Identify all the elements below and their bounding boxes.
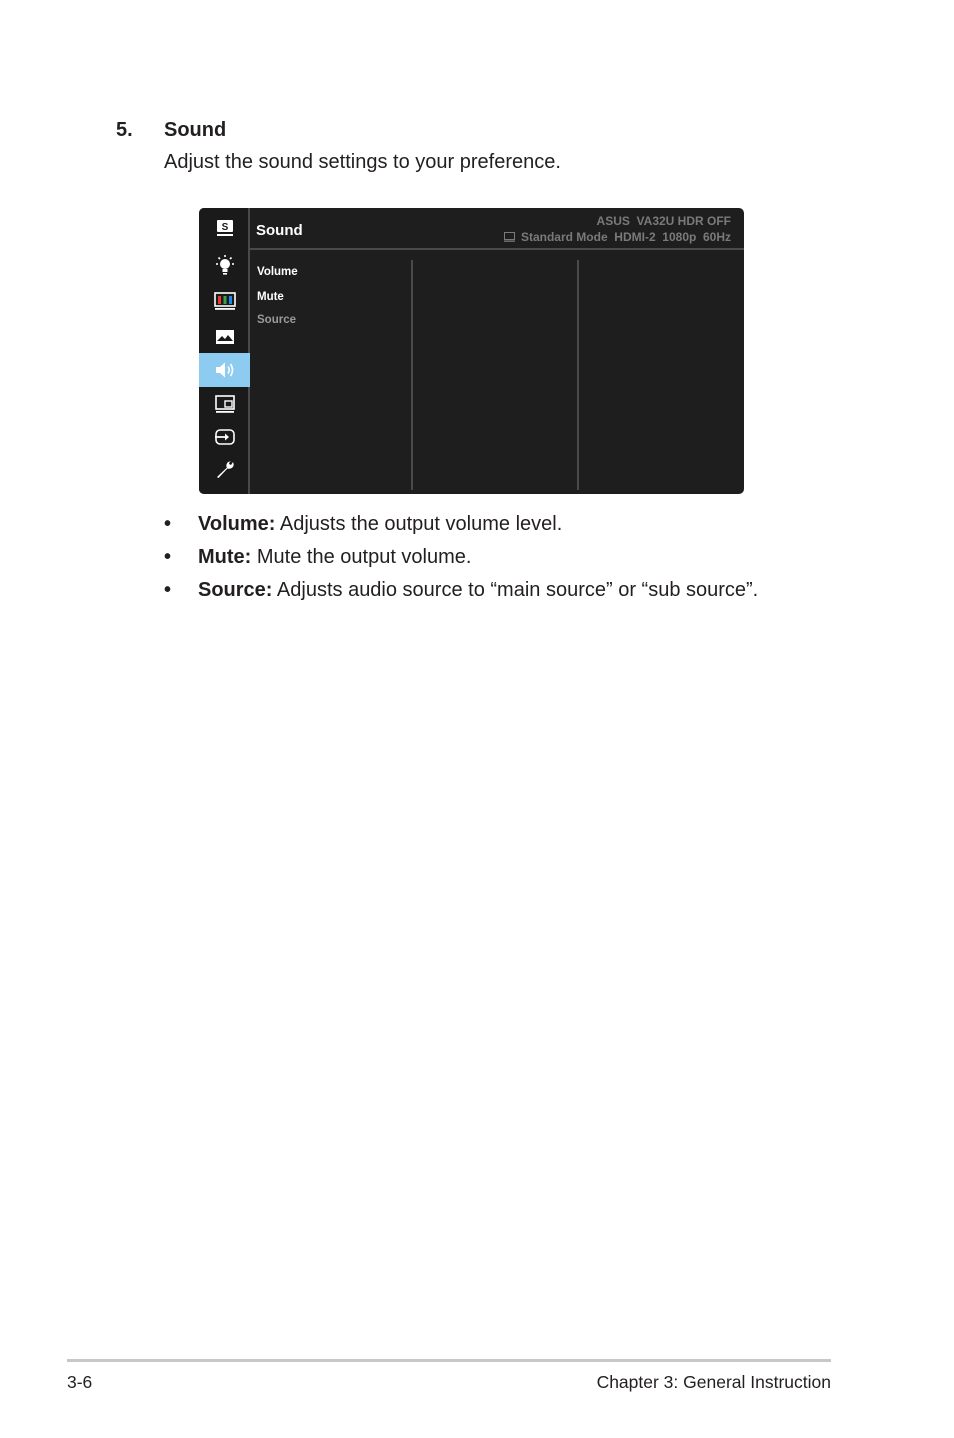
color-icon[interactable] (199, 284, 250, 318)
bullet-term: Source: (198, 579, 273, 601)
osd-title: Sound (256, 222, 303, 239)
bullet-text: Adjusts the output volume level. (275, 513, 563, 535)
osd-menu-screenshot (199, 208, 744, 494)
monitor-icon (504, 232, 515, 242)
bullet-term: Volume: (198, 513, 276, 535)
pip-pbp-icon[interactable] (199, 387, 250, 421)
splendid-icon[interactable] (199, 211, 250, 245)
chapter-title: Chapter 3: General Instruction (596, 1372, 831, 1392)
menu-item-volume[interactable]: Volume (257, 266, 298, 278)
system-setup-icon[interactable] (199, 453, 250, 487)
page-number: 3-6 (67, 1372, 93, 1392)
bullet-dot: • (164, 546, 172, 568)
bullet-text: Mute the output volume. (251, 546, 472, 568)
column-divider (411, 260, 413, 490)
menu-item-mute[interactable]: Mute (257, 291, 284, 303)
section-number: 5. (116, 119, 133, 141)
osd-header (250, 208, 744, 250)
sound-icon[interactable] (199, 353, 250, 387)
bullet-dot: • (164, 579, 172, 601)
svg-text:S: S (221, 222, 228, 233)
bullet-term: Mute: (198, 546, 252, 568)
blue-light-filter-icon[interactable] (199, 248, 250, 282)
input-select-icon[interactable] (199, 420, 250, 454)
section-intro: Adjust the sound settings to your preference. (164, 151, 561, 173)
osd-status-info (504, 230, 731, 244)
footer-divider (67, 1359, 831, 1362)
image-icon[interactable] (199, 320, 250, 354)
column-divider (577, 260, 579, 490)
menu-item-source[interactable]: Source (257, 314, 296, 326)
osd-status-text: Standard Mode HDMI-2 1080p 60Hz (520, 230, 731, 244)
section-title: Sound (164, 119, 227, 141)
bullet-dot: • (164, 513, 172, 535)
bullet-text: Adjusts audio source to “main source” or “sub source”. (272, 579, 759, 601)
osd-sidebar (199, 208, 250, 494)
osd-model-info: ASUS VA32U HDR OFF (596, 214, 731, 228)
